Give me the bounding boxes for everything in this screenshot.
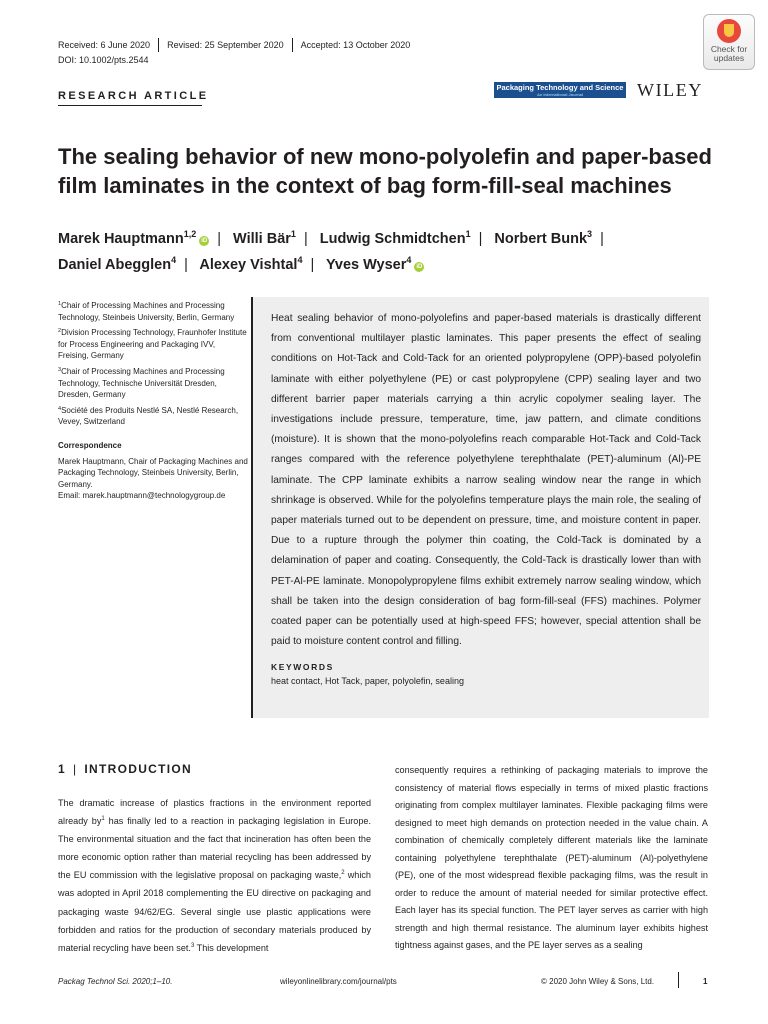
journal-url[interactable]: wileyonlinelibrary.com/journal/pts bbox=[280, 977, 397, 986]
author-name: Yves Wyser bbox=[326, 257, 407, 273]
article-type: RESEARCH ARTICLE bbox=[58, 90, 208, 106]
doi[interactable]: DOI: 10.1002/pts.2544 bbox=[58, 55, 149, 65]
check-updates-label: Check for bbox=[710, 44, 748, 54]
correspondence-email[interactable]: Email: marek.hauptmann@technologygroup.de bbox=[58, 491, 226, 501]
received-date: Received: 6 June 2020 bbox=[58, 40, 151, 50]
page-number: 1 bbox=[703, 977, 708, 986]
revised-date: Revised: 25 September 2020 bbox=[167, 40, 284, 50]
bookmark-icon bbox=[717, 19, 741, 43]
author[interactable] bbox=[233, 231, 296, 247]
author[interactable] bbox=[320, 231, 471, 247]
orcid-icon[interactable]: iD bbox=[201, 238, 208, 244]
author-name: Daniel Abegglen bbox=[58, 257, 172, 273]
check-updates-label: updates bbox=[713, 53, 745, 63]
affiliation-number: 4 bbox=[58, 405, 62, 412]
affiliation-ref: 4 bbox=[406, 255, 412, 265]
body-text: This development bbox=[194, 942, 269, 953]
author[interactable] bbox=[494, 231, 592, 247]
author-list bbox=[58, 226, 718, 278]
body-text: which was adopted in April 2018 complementing the EU directive on packaging and packaging waste 94/62/EG. Several single use plastic applications were forbidden and ratios for the production of secondary materials produced by material recycling have been set. bbox=[58, 870, 371, 953]
affiliations bbox=[58, 300, 248, 502]
divider: | bbox=[72, 762, 78, 776]
affiliation-ref: 1 bbox=[465, 229, 471, 239]
correspondence-body bbox=[58, 456, 248, 502]
affiliation-text: Division Processing Technology, Fraunhofer Institute for Process Engineering and Packaging IVV, Freising, Germany bbox=[58, 328, 247, 361]
affiliation bbox=[58, 327, 248, 362]
correspondence-address: Marek Hauptmann, Chair of Packaging Machines and Packaging Technology, Steinbeis University, Berlin, Germany. bbox=[58, 456, 248, 489]
divider: | bbox=[303, 231, 308, 247]
citation-ref[interactable]: 2 bbox=[341, 870, 345, 877]
affiliation-ref: 4 bbox=[297, 255, 303, 265]
affiliation bbox=[58, 405, 248, 428]
section-heading bbox=[58, 762, 192, 776]
article-title: The sealing behavior of new mono-polyolefin and paper-based film laminates in the context of bag form-fill-seal machines bbox=[58, 144, 712, 198]
body-column-left bbox=[58, 794, 371, 957]
author-name: Willi Bär bbox=[233, 231, 291, 247]
author-name: Norbert Bunk bbox=[494, 231, 588, 247]
divider: | bbox=[310, 257, 315, 273]
divider: | bbox=[600, 231, 604, 247]
affiliation-number: 2 bbox=[58, 328, 62, 335]
divider: | bbox=[478, 231, 483, 247]
orcid-icon[interactable]: iD bbox=[416, 264, 423, 270]
citation-ref[interactable]: 1 bbox=[101, 816, 105, 823]
body-column-right: consequently requires a rethinking of packaging materials to improve the consistency of material flows especially in terms of mixed plastic fractions originating from complex multilayer laminates. Flexible packaging films were designed to meet high demands on protection needed in the value chain. A combination of chemically completely different materials like the laminate containing polyethylene terephthalate (PET)-aluminum (Al)-polyethylene (PE), one of the most widespread flexible packaging films, was the result in order to reduce the amount of material needed for similar protective effect. Each layer has its special function. The PET layer serves as carrier with high strength and high thermal resistance. The aluminum layer exhibits highest tightness against gases, and the PE layer serves as a sealing bbox=[395, 765, 708, 950]
keywords: heat contact, Hot Tack, paper, polyolefin, sealing bbox=[271, 676, 464, 687]
affiliation-ref: 4 bbox=[171, 255, 177, 265]
affiliation-text: Chair of Processing Machines and Processing Technology, Steinbeis University, Berlin, Germany bbox=[58, 301, 235, 322]
affiliation bbox=[58, 300, 248, 323]
journal-logo-subtitle: An International Journal bbox=[536, 92, 583, 97]
affiliation-ref: 3 bbox=[587, 229, 593, 239]
affiliation-text: Société des Produits Nestlé SA, Nestlé Research, Vevey, Switzerland bbox=[58, 405, 239, 427]
publication-dates bbox=[58, 38, 418, 52]
affiliation-ref: 1,2 bbox=[183, 229, 197, 239]
divider: | bbox=[184, 257, 188, 273]
affiliation bbox=[58, 366, 248, 401]
journal-logo-title: Packaging Technology and Science bbox=[496, 83, 624, 92]
citation-ref[interactable]: 3 bbox=[190, 942, 195, 949]
copyright: © 2020 John Wiley & Sons, Ltd. bbox=[541, 977, 655, 986]
body-text: The dramatic increase of plastics fractions in the environment reported already by bbox=[58, 798, 371, 827]
correspondence-heading: Correspondence bbox=[58, 440, 122, 450]
divider: | bbox=[217, 231, 221, 247]
author-name: Marek Hauptmann bbox=[58, 231, 184, 247]
author[interactable] bbox=[326, 257, 424, 273]
author-name: Alexey Vishtal bbox=[199, 257, 298, 273]
check-for-updates-button[interactable] bbox=[703, 14, 755, 70]
author[interactable] bbox=[58, 231, 209, 247]
divider bbox=[678, 972, 679, 988]
author[interactable] bbox=[58, 257, 176, 273]
journal-logo[interactable] bbox=[494, 82, 626, 98]
keywords-heading: KEYWORDS bbox=[271, 662, 334, 673]
author[interactable] bbox=[199, 257, 302, 273]
body-text: has finally led to a reaction in packaging legislation in Europe. The environmental situation and the fact that incineration has often been the more economic option rather than material recycling has been addressed by the EU commission with the legislative proposal on packaging waste, bbox=[58, 816, 371, 881]
author-name: Ludwig Schmidtchen bbox=[319, 231, 466, 247]
section-title: INTRODUCTION bbox=[84, 762, 192, 776]
abstract-box bbox=[251, 297, 709, 718]
affiliation-text: Chair of Processing Machines and Processing Technology, Technische Universität Dresden, Dresden, Germany bbox=[58, 366, 225, 400]
affiliation-number: 1 bbox=[58, 301, 62, 307]
affiliation-number: 3 bbox=[58, 366, 62, 373]
publisher-logo[interactable]: WILEY bbox=[637, 80, 703, 100]
section-number: 1 bbox=[58, 762, 66, 776]
journal-citation: Packag Technol Sci. 2020;1–10. bbox=[58, 977, 173, 986]
accepted-date: Accepted: 13 October 2020 bbox=[300, 40, 411, 50]
affiliation-ref: 1 bbox=[290, 229, 296, 239]
abstract-text: Heat sealing behavior of mono-polyolefins and paper-based materials is drastically different from conventional multilayer plastic laminates. This paper presents the effect of sealing conditions on Hot-Tack and Cold-Tack for an oriented polypropylene (OPP)-based polyolefin laminate with either polyethylene (PE) or cast polypropylene (CPP) sealing layer and two different barrier paper materials carrying a thin acrylic copolymer sealing layer. The investigations include pressure, temperature, time, jaw pattern, and climate conditions (moisture). It is shown that the mono-polyolefins reach comparable Hot-Tack and Cold-Tack ranges compared with the reference polyethylene terephthalate (PET)-aluminum (Al)-PE laminate. The CPP laminate exhibits a narrow sealing window near the range in which shrinkage is observed. While for the polyolefins temperature plays the main role, the sealing of paper materials turned out to be dependent on pressure, time, and moisture content in paper. Due to a rupture through the polymer thin coating, the Cold-Tack is dominated by a delamination of paper and coating. Consequently, the Cold-Tack is drastically lower than with PET-Al-PE laminate. Monopolypropylene films exhibit extremely narrow sealing window, which shall be taken into the design consideration of bag form-fill-seal (FFS) machines. Polymer coated paper can be potentially used at high-speed FFS; however, special attention shall be paid to moisture content control and filling. bbox=[271, 313, 701, 648]
